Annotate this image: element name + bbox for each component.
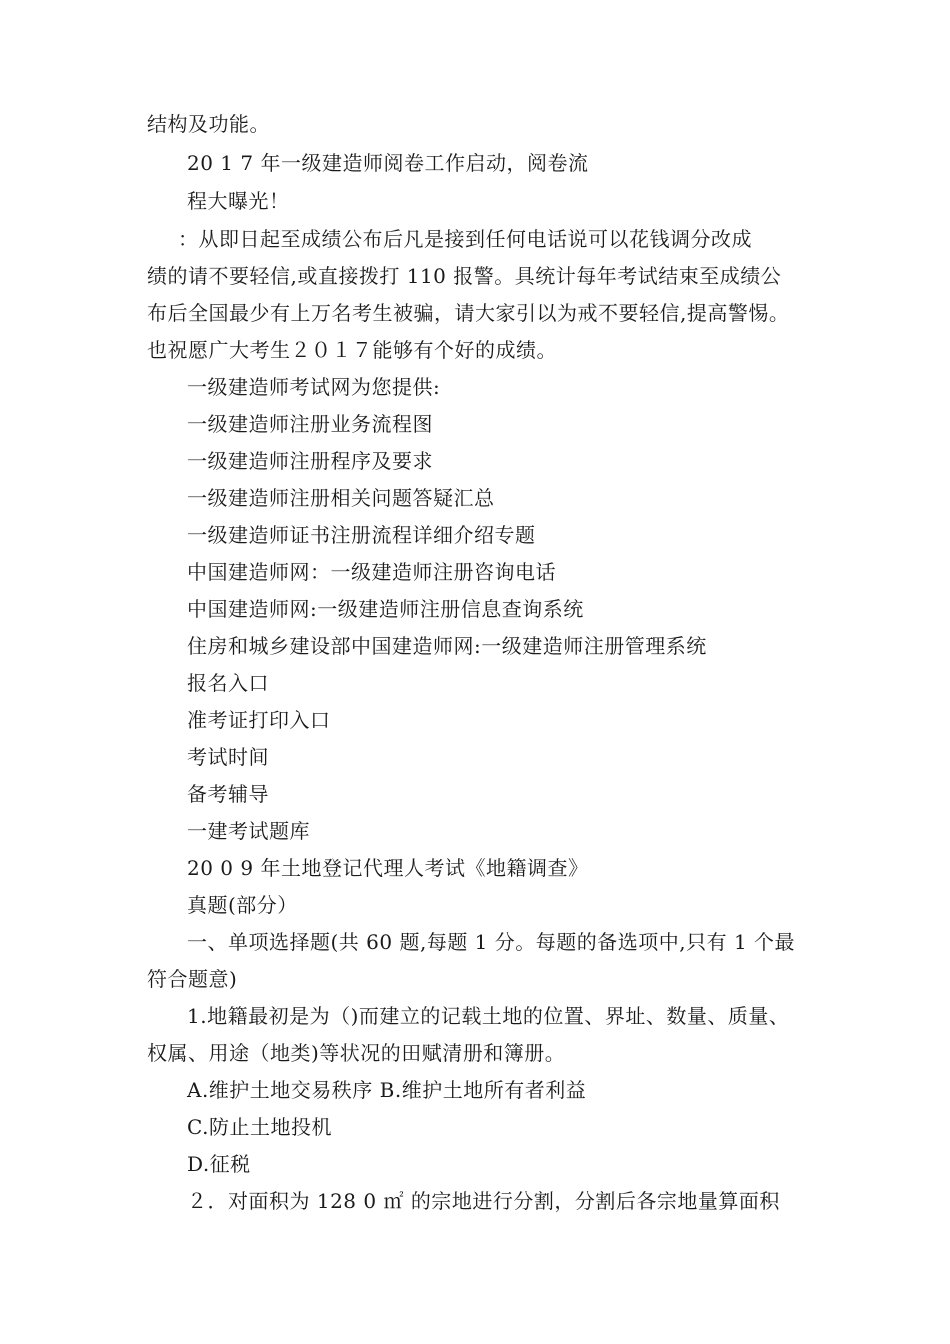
text-line: 一级建造师考试网为您提供: — [187, 375, 441, 399]
text-line: 中国建造师网：一级建造师注册咨询电话 — [187, 560, 556, 584]
text-line: A.维护土地交易秩序 B.维护土地所有者利益 — [187, 1078, 587, 1102]
text-line: 住房和城乡建设部中国建造师网:一级建造师注册管理系统 — [187, 634, 707, 658]
text-line: 一级建造师证书注册流程详细介绍专题 — [187, 523, 536, 547]
text-line: 备考辅导 — [187, 782, 269, 806]
text-line: 中国建造师网:一级建造师注册信息查询系统 — [187, 597, 584, 621]
text-line: 1.地籍最初是为（)而建立的记载土地的位置、界址、数量、质量、 — [187, 1004, 790, 1028]
text-line: 真题(部分） — [187, 893, 298, 917]
text-line: 报名入口 — [187, 671, 269, 695]
text-line: ２．对面积为 128 0 ㎡ 的宗地进行分割，分割后各宗地量算面积 — [187, 1189, 780, 1213]
text-line: D.征税 — [187, 1152, 251, 1176]
text-line: 一建考试题库 — [187, 819, 310, 843]
text-line: 绩的请不要轻信,或直接拨打 110 报警。具统计每年考试结束至成绩公 — [147, 264, 782, 288]
text-line: 一级建造师注册业务流程图 — [187, 412, 433, 436]
text-line: C.防止土地投机 — [187, 1115, 332, 1139]
text-line: 考试时间 — [187, 745, 269, 769]
text-line: 一级建造师注册相关问题答疑汇总 — [187, 486, 495, 510]
text-line: 20 0 9 年土地登记代理人考试《地籍调查》 — [187, 856, 589, 880]
text-line: 20 1 7 年一级建造师阅卷工作启动，阅卷流 — [187, 151, 589, 175]
text-line: 程大曝光！ — [187, 189, 290, 213]
text-line: 一级建造师注册程序及要求 — [187, 449, 433, 473]
text-line: 符合题意) — [147, 967, 238, 991]
text-line: 一、单项选择题(共 60 题,每题 1 分。每题的备选项中,只有 1 个最 — [187, 930, 796, 954]
text-line: ：从即日起至成绩公布后凡是接到任何电话说可以花钱调分改成 — [178, 227, 752, 251]
text-line: 权属、用途（地类)等状况的田赋清册和簿册。 — [147, 1041, 566, 1065]
text-line: 布后全国最少有上万名考生被骗，请大家引以为戒不要轻信,提高警惕。 — [147, 301, 790, 325]
text-line: 结构及功能。 — [147, 112, 270, 136]
text-line: 也祝愿广大考生２０１７能够有个好的成绩。 — [147, 338, 557, 362]
text-line: 准考证打印入口 — [187, 708, 331, 732]
